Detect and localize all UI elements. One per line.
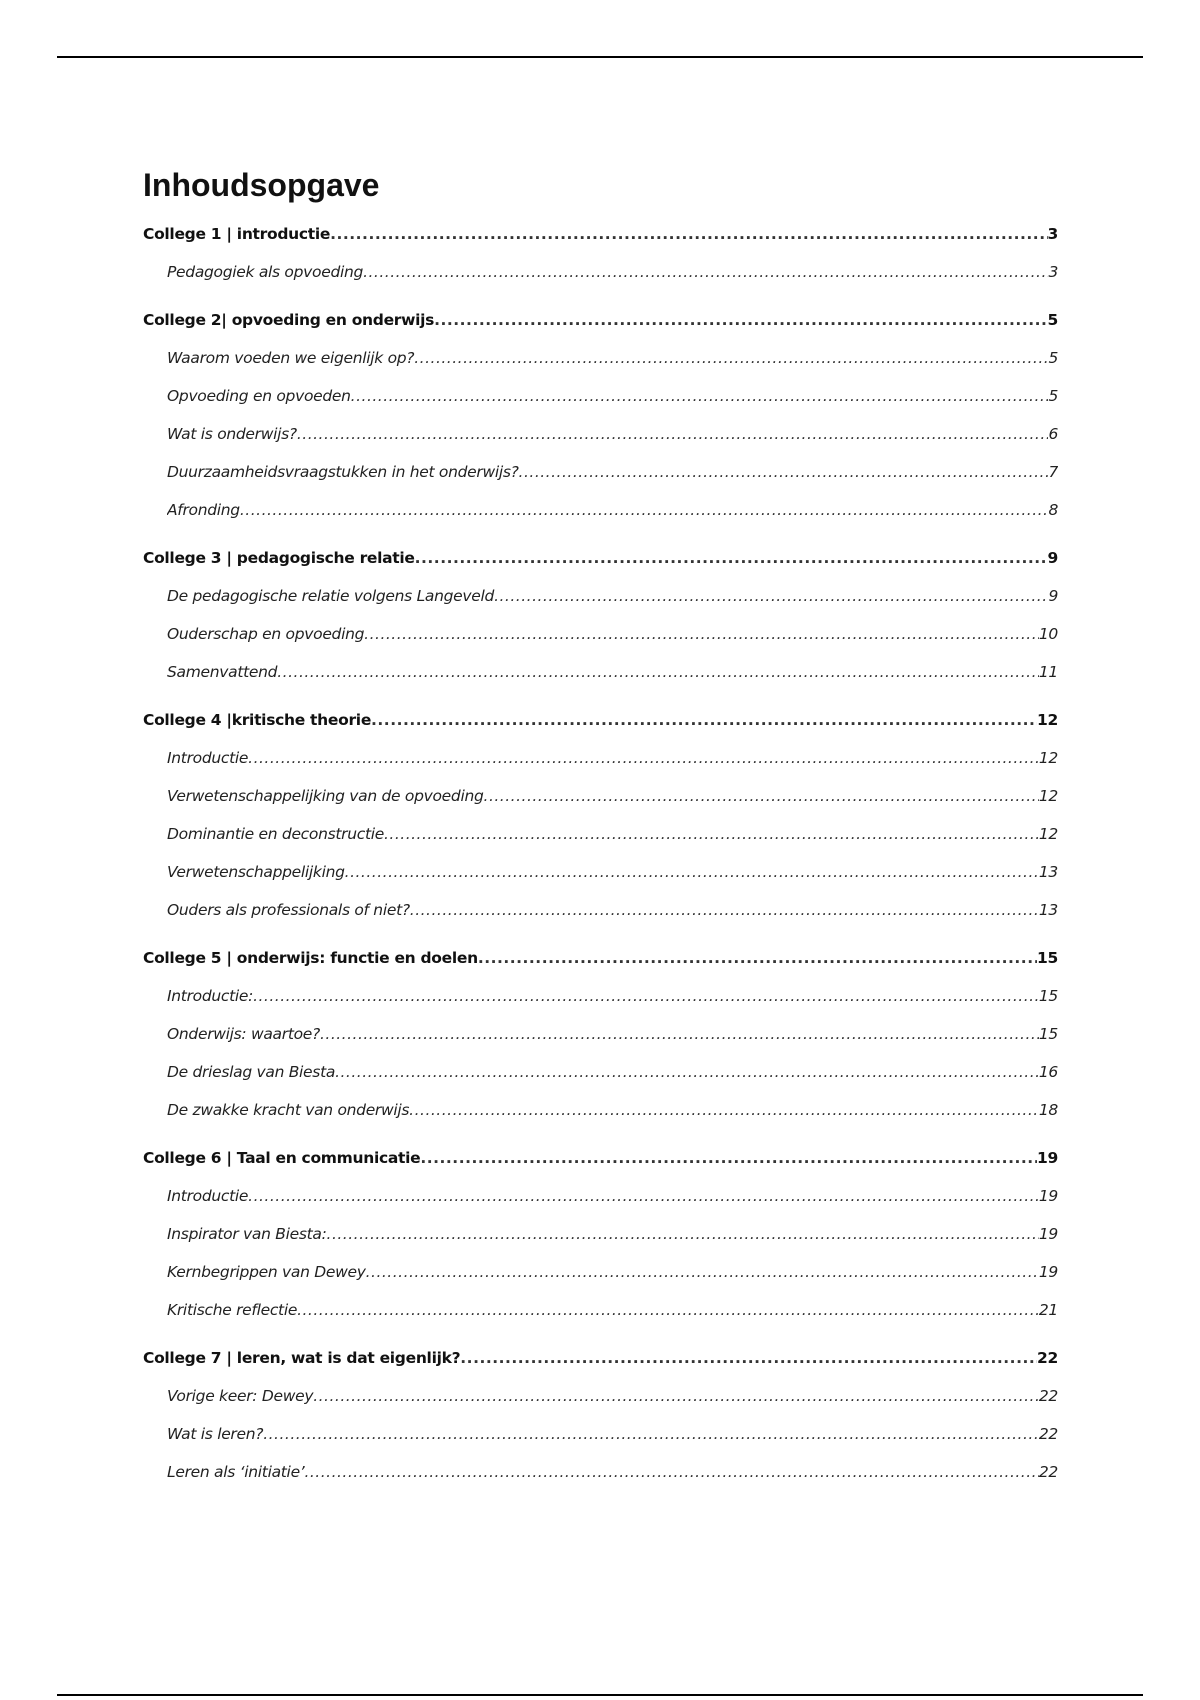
- toc-page-number: 5: [1048, 349, 1058, 367]
- footer-rule: [57, 1694, 1143, 1696]
- toc-entry-text: Samenvattend: [167, 663, 278, 681]
- toc-dot-leader: [297, 422, 1049, 446]
- toc-dot-leader: [277, 660, 1039, 684]
- toc-entry-text: Ouderschap en opvoeding: [167, 625, 365, 643]
- toc-dot-leader: [313, 1384, 1039, 1408]
- toc-dot-leader: [263, 1422, 1039, 1446]
- toc-entry-text: Wat is leren?: [167, 1425, 264, 1443]
- toc-subentry[interactable]: [167, 584, 1058, 608]
- toc-subentry[interactable]: [167, 1260, 1058, 1284]
- toc-subentry[interactable]: [167, 460, 1058, 484]
- toc-entry-text: Verwetenschappelijking: [167, 863, 345, 881]
- toc-subentry[interactable]: [167, 622, 1058, 646]
- toc-page-number: 3: [1048, 263, 1058, 281]
- toc-page-number: 12: [1038, 825, 1058, 843]
- toc-dot-leader: [478, 946, 1037, 970]
- toc-entry-text: Onderwijs: waartoe?: [167, 1025, 320, 1043]
- toc-subentry[interactable]: [167, 1184, 1058, 1208]
- toc-entry-text: Wat is onderwijs?: [167, 425, 297, 443]
- toc-entry-text: College 6 | Taal en communicatie: [143, 1149, 421, 1167]
- toc-dot-leader: [248, 1184, 1039, 1208]
- toc-dot-leader: [364, 622, 1039, 646]
- toc-page-number: 15: [1038, 987, 1058, 1005]
- toc-entry-text: Afronding: [167, 501, 240, 519]
- toc-dot-leader: [330, 222, 1047, 246]
- toc-dot-leader: [410, 898, 1039, 922]
- toc-subentry[interactable]: [167, 1298, 1058, 1322]
- toc-dot-leader: [366, 1260, 1039, 1284]
- toc-subentry[interactable]: [167, 260, 1058, 284]
- toc-dot-leader: [320, 1022, 1039, 1046]
- toc-page-number: 5: [1047, 311, 1058, 329]
- toc-subentry[interactable]: [167, 1384, 1058, 1408]
- toc-dot-leader: [484, 784, 1039, 808]
- toc-entry-text: Duurzaamheidsvraagstukken in het onderwijs?: [167, 463, 519, 481]
- toc-subentry[interactable]: [167, 1460, 1058, 1484]
- toc-subentry[interactable]: [167, 1022, 1058, 1046]
- toc-page-number: 19: [1038, 1187, 1058, 1205]
- toc-heading-entry[interactable]: [143, 946, 1058, 970]
- toc-dot-leader: [363, 260, 1048, 284]
- toc-dot-leader: [414, 346, 1048, 370]
- toc-page-number: 22: [1037, 1349, 1058, 1367]
- toc-entry-text: Introductie:: [167, 987, 254, 1005]
- toc-page-number: 6: [1048, 425, 1058, 443]
- toc-page-number: 13: [1038, 863, 1058, 881]
- toc-subentry[interactable]: [167, 784, 1058, 808]
- toc-page-number: 12: [1038, 787, 1058, 805]
- toc-dot-leader: [420, 1146, 1037, 1170]
- toc-entry-text: De drieslag van Biesta: [167, 1063, 336, 1081]
- toc-entry-text: Verwetenschappelijking van de opvoeding: [167, 787, 484, 805]
- toc-subentry[interactable]: [167, 422, 1058, 446]
- toc-dot-leader: [409, 1098, 1039, 1122]
- toc-dot-leader: [519, 460, 1049, 484]
- toc-entry-text: College 1 | introductie: [143, 225, 331, 243]
- toc-page-number: 11: [1038, 663, 1058, 681]
- toc-dot-leader: [304, 1460, 1038, 1484]
- toc-page-number: 10: [1038, 625, 1058, 643]
- toc-entry-text: Vorige keer: Dewey: [167, 1387, 314, 1405]
- toc-page-number: 15: [1037, 949, 1058, 967]
- toc-entry-text: De zwakke kracht van onderwijs: [167, 1101, 410, 1119]
- toc-heading-entry[interactable]: [143, 546, 1058, 570]
- toc-dot-leader: [415, 546, 1048, 570]
- toc-entry-text: Introductie: [167, 1187, 249, 1205]
- toc-entry-text: Pedagogiek als opvoeding: [167, 263, 364, 281]
- toc-heading-entry[interactable]: [143, 308, 1058, 332]
- toc-subentry[interactable]: [167, 384, 1058, 408]
- toc-page-number: 13: [1038, 901, 1058, 919]
- page-title: Inhoudsopgave: [143, 167, 380, 203]
- toc-dot-leader: [253, 984, 1039, 1008]
- toc-page-number: 3: [1047, 225, 1058, 243]
- toc-page-number: 9: [1047, 549, 1058, 567]
- toc-entry-text: Inspirator van Biesta:: [167, 1225, 327, 1243]
- toc-page-number: 21: [1038, 1301, 1058, 1319]
- toc-dot-leader: [248, 746, 1039, 770]
- toc-subentry[interactable]: [167, 1422, 1058, 1446]
- toc-subentry[interactable]: [167, 498, 1058, 522]
- toc-subentry[interactable]: [167, 822, 1058, 846]
- toc-entry-text: Opvoeding en opvoeden: [167, 387, 351, 405]
- toc-subentry[interactable]: [167, 346, 1058, 370]
- toc-subentry[interactable]: [167, 1060, 1058, 1084]
- toc-page-number: 9: [1048, 587, 1058, 605]
- toc-entry-text: Kritische reflectie: [167, 1301, 298, 1319]
- toc-subentry[interactable]: [167, 898, 1058, 922]
- toc-entry-text: College 3 | pedagogische relatie: [143, 549, 415, 567]
- toc-page-number: 22: [1038, 1387, 1058, 1405]
- toc-entry-text: De pedagogische relatie volgens Langeveld: [167, 587, 495, 605]
- toc-page-number: 5: [1048, 387, 1058, 405]
- toc-page-number: 18: [1038, 1101, 1058, 1119]
- toc-entry-text: Waarom voeden we eigenlijk op?: [167, 349, 415, 367]
- toc-entry-text: Introductie: [167, 749, 249, 767]
- toc-page-number: 8: [1048, 501, 1058, 519]
- toc-entry-text: Kernbegrippen van Dewey: [167, 1263, 366, 1281]
- toc-dot-leader: [240, 498, 1049, 522]
- toc-subentry[interactable]: [167, 860, 1058, 884]
- toc-subentry[interactable]: [167, 1222, 1058, 1246]
- toc-subentry[interactable]: [167, 660, 1058, 684]
- toc-heading-entry[interactable]: [143, 1346, 1058, 1370]
- toc-dot-leader: [494, 584, 1048, 608]
- toc-dot-leader: [460, 1346, 1037, 1370]
- toc-dot-leader: [327, 1222, 1039, 1246]
- toc-dot-leader: [371, 708, 1037, 732]
- toc-dot-leader: [434, 308, 1047, 332]
- toc-page-number: 19: [1038, 1263, 1058, 1281]
- toc-dot-leader: [335, 1060, 1039, 1084]
- toc-entry-text: College 7 | leren, wat is dat eigenlijk?: [143, 1349, 461, 1367]
- toc-dot-leader: [384, 822, 1039, 846]
- toc-page-number: 12: [1037, 711, 1058, 729]
- toc-page-number: 22: [1038, 1425, 1058, 1443]
- toc-subentry[interactable]: [167, 746, 1058, 770]
- toc-page-number: 15: [1038, 1025, 1058, 1043]
- toc-page-number: 7: [1048, 463, 1058, 481]
- toc-page-number: 12: [1038, 749, 1058, 767]
- toc-entry-text: Dominantie en deconstructie: [167, 825, 384, 843]
- toc-page-number: 22: [1038, 1463, 1058, 1481]
- toc-dot-leader: [297, 1298, 1039, 1322]
- toc-heading-entry[interactable]: [143, 1146, 1058, 1170]
- toc-entry-text: Leren als ‘initiatie’: [167, 1463, 305, 1481]
- toc-entry-text: College 2| opvoeding en onderwijs: [143, 311, 435, 329]
- toc-entry-text: Ouders als professionals of niet?: [167, 901, 410, 919]
- toc-heading-entry[interactable]: [143, 708, 1058, 732]
- toc-heading-entry[interactable]: [143, 222, 1058, 246]
- toc-subentry[interactable]: [167, 984, 1058, 1008]
- toc-entry-text: College 5 | onderwijs: functie en doelen: [143, 949, 478, 967]
- toc-entry-text: College 4 |kritische theorie: [143, 711, 372, 729]
- toc-dot-leader: [345, 860, 1039, 884]
- toc-page-number: 19: [1038, 1225, 1058, 1243]
- toc-subentry[interactable]: [167, 1098, 1058, 1122]
- toc-page-number: 19: [1037, 1149, 1058, 1167]
- toc-dot-leader: [351, 384, 1049, 408]
- toc-page-number: 16: [1038, 1063, 1058, 1081]
